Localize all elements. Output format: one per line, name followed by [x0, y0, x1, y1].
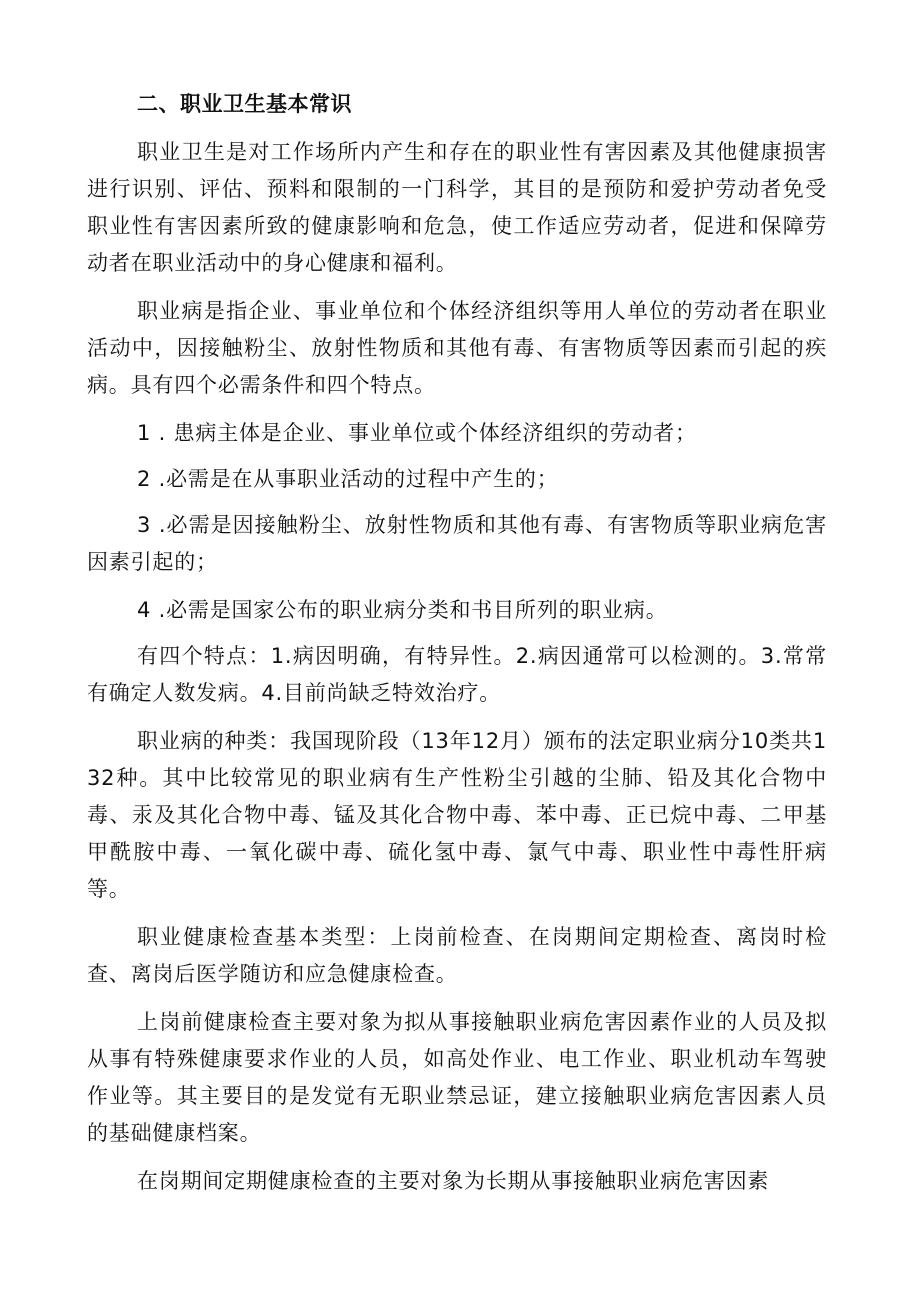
paragraph-occupational-disease-definition: 职业病是指企业、事业单位和个体经济组织等用人单位的劳动者在职业活动中，因接触粉尘、放射性物质和其他有毒、有害物质等因素而引起的疾病。具有四个必需条件和四个特点。: [87, 299, 827, 397]
paragraph-condition-2: 2 .必需是在从事职业活动的过程中产生的；: [137, 467, 559, 491]
paragraph-exam-types: 职业健康检查基本类型：上岗前检查、在岗期间定期检查、离岗时检查、离岗后医学随访和应急健康检查。: [87, 925, 827, 986]
paragraph-periodic-exam: 在岗期间定期健康检查的主要对象为长期从事接触职业病危害因素: [137, 1169, 770, 1193]
paragraph-occupational-health-definition: 职业卫生是对工作场所内产生和存在的职业性有害因素及其他健康损害进行识别、评估、预料和限制的一门科学，其目的是预防和爱护劳动者免受职业性有害因素所致的健康影响和危急，使工作适应劳动者，促进和保障劳动者在职业活动中的身心健康和福利。: [87, 140, 827, 275]
paragraph-pre-employment-exam: 上岗前健康检查主要对象为拟从事接触职业病危害因素作业的人员及拟从事有特殊健康要求作业的人员，如高处作业、电工作业、职业机动车驾驶作业等。其主要目的是发觉有无职业禁忌证，建立接触职业病危害因素人员的基础健康档案。: [87, 1010, 827, 1145]
document-body: [87, 84, 827, 1211]
paragraph-condition-4: 4 .必需是国家公布的职业病分类和书目所列的职业病。: [137, 598, 668, 622]
paragraph-characteristics: 有四个特点：1.病因明确，有特异性。2.病因通常可以检测的。3.常常有确定人数发病。4.目前尚缺乏特效治疗。: [87, 644, 827, 705]
section-heading: 二、职业卫生基本常识: [137, 92, 352, 116]
paragraph-disease-types: 职业病的种类：我国现阶段（13年12月）颁布的法定职业病分10类共132种。其中比较常见的职业病有生产性粉尘引越的尘肺、铅及其化合物中毒、汞及其化合物中毒、锰及其化合物中毒、苯中毒、正已烷中毒、二甲基甲酰胺中毒、一氧化碳中毒、硫化氢中毒、氯气中毒、职业性中毒性肝病等。: [87, 729, 827, 901]
paragraph-condition-3: 3 .必需是因接触粉尘、放射性物质和其他有毒、有害物质等职业病危害因素引起的；: [87, 513, 827, 574]
paragraph-condition-1: 1 . 患病主体是企业、事业单位或个体经济组织的劳动者；: [137, 421, 697, 445]
